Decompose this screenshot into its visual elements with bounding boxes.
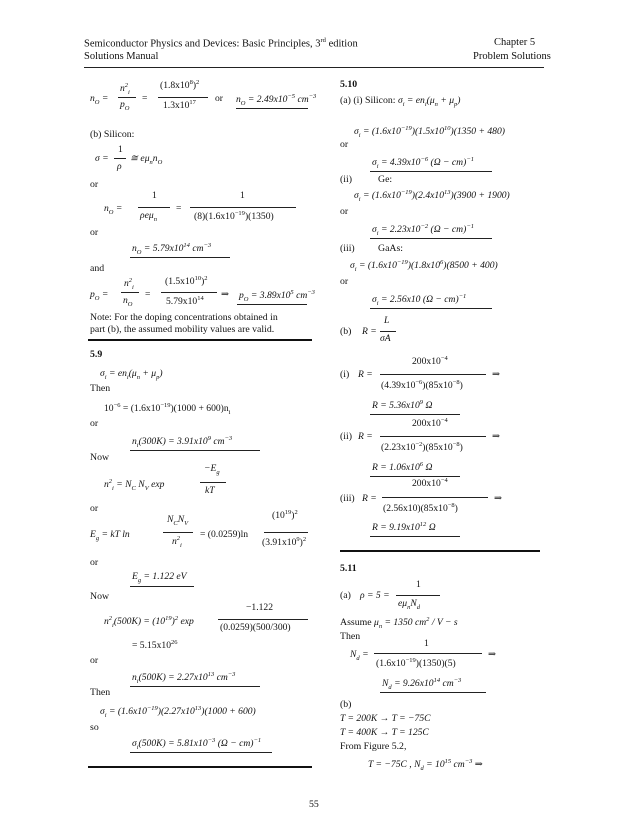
frac-bar	[264, 532, 308, 533]
or-text: or	[340, 206, 349, 217]
eq-nO-num: $n^2_i$	[120, 82, 130, 97]
header-rule	[84, 67, 544, 68]
figure-ref: From Figure 5.2,	[340, 741, 407, 752]
eq-si-calc: $\sigma_i = (1.6x10^{-19})(1.5x10^{10})(1350 + 480)$	[354, 125, 505, 140]
eq: =	[145, 289, 151, 300]
arrow: ⇒	[494, 493, 503, 504]
problem-5-9-title: 5.9	[90, 349, 103, 360]
eq-R: R =	[362, 326, 377, 337]
frac-den: $5.79x10^{14}$	[166, 295, 204, 308]
eq-nO-eq2: =	[142, 93, 148, 104]
eq-Eg-rhs: = (0.0259)ln	[200, 529, 249, 540]
temp-line-2: T = 400K → T = 125C	[340, 727, 429, 738]
and-text: and	[90, 263, 105, 274]
then-text: Then	[90, 383, 111, 394]
result-underline	[130, 752, 272, 753]
frac-bar	[380, 436, 486, 437]
frac-den: $n^2_i$	[172, 535, 182, 550]
frac-bar	[190, 207, 296, 208]
frac-den: (0.0259)(500/300)	[220, 622, 291, 633]
result-underline	[370, 238, 492, 239]
section-divider	[88, 766, 312, 768]
header-title: Semiconductor Physics and Devices: Basic Principles, 3rd edition	[84, 37, 358, 50]
ni-result: $n_i(300K) = 3.91x10^9$ $cm^{-3}$	[132, 435, 233, 450]
eq-R: R =	[358, 369, 373, 380]
ni500-result: $n_i(500K) = 2.27x10^{13}$ $cm^{-3}$	[132, 671, 236, 686]
eq-nO-den2: $1.3x10^{17}$	[163, 99, 196, 112]
frac-bar	[382, 497, 488, 498]
eq-rho: ρ = 5 =	[360, 590, 390, 601]
result-underline	[130, 450, 260, 451]
frac-bar	[374, 653, 482, 654]
frac-num: 1	[416, 579, 421, 590]
gaas-result: $\sigma_i = 2.56x10$ (Ω − cm)$^{-1}$	[372, 293, 467, 308]
header-section: Problem Solutions	[473, 51, 551, 62]
eq-n0-lhs: $n_O$ =	[104, 203, 123, 216]
frac-den: $(8)(1.6x10^{-19})(1350)$	[194, 210, 274, 223]
frac-den: $(1.6x10^{-19})(1350)(5)$	[376, 657, 456, 670]
result-underline	[236, 108, 308, 109]
frac-den: kT	[205, 485, 215, 496]
eq-R: R =	[358, 431, 373, 442]
section-divider	[88, 339, 312, 341]
result-underline	[370, 414, 460, 415]
eq-nO-lhs: $n_O$ =	[90, 93, 109, 106]
ge-label: Ge:	[378, 174, 393, 185]
eq-Nd: $N_d$ =	[350, 649, 369, 662]
iii-label: (iii)	[340, 243, 355, 254]
eq: =	[176, 203, 182, 214]
frac-bar	[138, 207, 170, 208]
or-text: or	[90, 227, 99, 238]
arrow: ⇒	[488, 649, 497, 660]
R-result: $R = 5.36x10^9$ Ω	[372, 399, 433, 412]
page-number: 55	[309, 799, 319, 810]
frac-bar	[161, 292, 217, 293]
frac-bar	[121, 292, 139, 293]
frac-bar	[163, 532, 193, 533]
result-underline	[370, 171, 492, 172]
eq-nO-num2: $(1.8x10^8)^2$	[160, 79, 200, 92]
frac-den: ρeμ$_n$	[140, 210, 157, 223]
header-chapter: Chapter 5	[494, 37, 536, 48]
R-result: $R = 1.06x10^6$ Ω	[372, 461, 433, 474]
eq-nO-result: $n_O = 2.49x10^{-5}$ $cm^{-3}$	[236, 93, 317, 108]
result-underline	[370, 308, 492, 309]
note-line-2: part (b), the assumed mobility values are valid.	[90, 324, 275, 335]
frac-den: $n_O$	[123, 295, 133, 308]
frac-bar	[158, 97, 208, 98]
ni500-val: = $5.15x10^{26}$	[132, 639, 178, 652]
arrow: ⇒	[221, 289, 230, 300]
frac-bar	[200, 482, 226, 483]
then-text: Then	[90, 687, 111, 698]
or-text: or	[90, 655, 99, 666]
or-text: or	[90, 557, 99, 568]
frac-den: ρ	[117, 161, 122, 172]
R-result: $R = 9.19x10^{12}$ Ω	[372, 521, 436, 534]
n0-result: $n_O = 5.79x10^{14}$ $cm^{-3}$	[132, 242, 212, 257]
eq-sigma-i: $\sigma_i = en_i(\mu_n + \mu_p)$	[100, 368, 163, 381]
eq-Eg: $E_g$ = kT ln	[90, 529, 130, 542]
result-underline	[130, 686, 260, 687]
eq-sigma-rhs: ≅ $e\mu_nn_O$	[130, 153, 163, 166]
frac-den: σA	[380, 333, 391, 344]
problem-5-11-title: 5.11	[340, 563, 357, 574]
Nd-result: $N_d = 9.26x10^{14}$ $cm^{-3}$	[382, 677, 462, 692]
header-subtitle: Solutions Manual	[84, 51, 159, 62]
so-text: so	[90, 722, 99, 733]
gaas-label: GaAs:	[378, 243, 404, 254]
arrow: ⇒	[492, 431, 501, 442]
frac-bar	[380, 331, 396, 332]
frac-num: $n^2_i$	[124, 277, 134, 292]
result-underline	[370, 536, 460, 537]
frac-bar	[114, 158, 126, 159]
frac-den: $(4.39x10^{-6})(85x10^{-8})$	[381, 379, 463, 392]
frac-num: $200x10^{-4}$	[412, 417, 448, 430]
now-text: Now	[90, 452, 110, 463]
or-text: or	[340, 276, 349, 287]
or-text: or	[340, 139, 349, 150]
eq-p0-lhs: $p_O$ =	[90, 289, 109, 302]
frac-bar	[396, 595, 440, 596]
frac-num: −1.122	[246, 602, 273, 613]
eq-R: R =	[362, 493, 377, 504]
frac-num: 1	[118, 144, 123, 155]
frac-num: 1	[424, 638, 429, 649]
result-underline	[380, 692, 486, 693]
frac-num: $(1.5x10^{10})^2$	[165, 275, 208, 288]
eq-ni2: $n^2_i = N_C$ $N_V$ exp	[104, 478, 165, 493]
part-a-label: (a)	[340, 590, 351, 601]
frac-num: 1	[152, 190, 157, 201]
frac-num: $200x10^{-4}$	[412, 477, 448, 490]
part-b-label: (b)	[340, 326, 352, 337]
eq-sigma: σ =	[95, 153, 109, 164]
ii-label: (ii)	[340, 174, 352, 185]
frac-den: $e\mu_nN_d$	[398, 598, 420, 611]
sigma-result: $\sigma_i(500K) = 5.81x10^{-3}$ (Ω − cm)$^{-1}$	[132, 737, 262, 752]
note-line-1: Note: For the doping concentrations obtained in	[90, 312, 278, 323]
eq-ge-calc: $\sigma_i = (1.6x10^{-19})(2.4x10^{13})(3900 + 1900)$	[354, 189, 510, 204]
eq-gaas-calc: $\sigma_i = (1.6x10^{-19})(1.8x10^6)(8500 + 400)$	[350, 259, 498, 274]
then-text: Then	[340, 631, 361, 642]
si-result: $\sigma_i = 4.39x10^{-6}$ (Ω − cm)$^{-1}$	[372, 156, 474, 171]
ge-result: $\sigma_i = 2.23x10^{-2}$ (Ω − cm)$^{-1}$	[372, 223, 474, 238]
result-underline	[237, 304, 307, 305]
or-text: or	[90, 179, 99, 190]
section-divider	[340, 550, 540, 552]
or-text: or	[90, 418, 99, 429]
frac-den: $(2.56x10)(85x10^{-8})$	[383, 502, 458, 515]
eq-10m6: $10^{-6} = (1.6x10^{-19})(1000 + 600)n_i$	[104, 402, 231, 417]
frac-den: $(2.23x10^{-2})(85x10^{-8})$	[381, 441, 463, 454]
frac-bar	[118, 97, 136, 98]
eq-nO-den: $p_O$	[120, 99, 130, 112]
ii-label: (ii)	[340, 431, 352, 442]
temp-line-3: T = −75C , $N_d = 10^{15}$ $cm^{-3}$ ⇒	[368, 758, 483, 773]
part-a-silicon: (a) (i) Silicon: $\sigma_i = en_i(\mu_n + \mu_p)$	[340, 95, 461, 108]
result-underline	[130, 586, 194, 587]
result-underline	[130, 257, 230, 258]
eq-ni500: $n^2_i(500K) = (10^{19})^2$ exp	[104, 615, 194, 630]
now-text: Now	[90, 591, 110, 602]
frac-bar	[380, 374, 486, 375]
frac-num: $(10^{19})^2$	[272, 509, 298, 522]
temp-line-1: T = 200K → T = −75C	[340, 713, 431, 724]
frac-num: $N_CN_V$	[167, 514, 189, 527]
eq-sigma-i-calc: $\sigma_i = (1.6x10^{-19})(2.27x10^{13})(1000 + 600)$	[100, 705, 256, 720]
Eg-result: $E_g = 1.122$ eV	[132, 571, 187, 584]
p0-result: $p_O = 3.89x10^5$ $cm^{-3}$	[239, 289, 315, 304]
part-b-label: (b) Silicon:	[90, 129, 135, 140]
problem-5-10-title: 5.10	[340, 79, 358, 90]
or-text: or	[215, 93, 223, 104]
or-text: or	[90, 503, 99, 514]
frac-num: L	[384, 315, 390, 326]
frac-num: $-E_g$	[204, 463, 220, 476]
arrow: ⇒	[492, 369, 501, 380]
frac-num: 1	[240, 190, 245, 201]
assume-text: Assume $\mu_n = 1350$ $cm^2 / V - s$	[340, 616, 458, 631]
frac-bar	[218, 619, 308, 620]
iii-label: (iii)	[340, 493, 355, 504]
frac-den: $(3.91x10^9)^2$	[262, 536, 307, 549]
part-b-label: (b)	[340, 699, 352, 710]
frac-num: $200x10^{-4}$	[412, 355, 448, 368]
i-label: (i)	[340, 369, 350, 380]
